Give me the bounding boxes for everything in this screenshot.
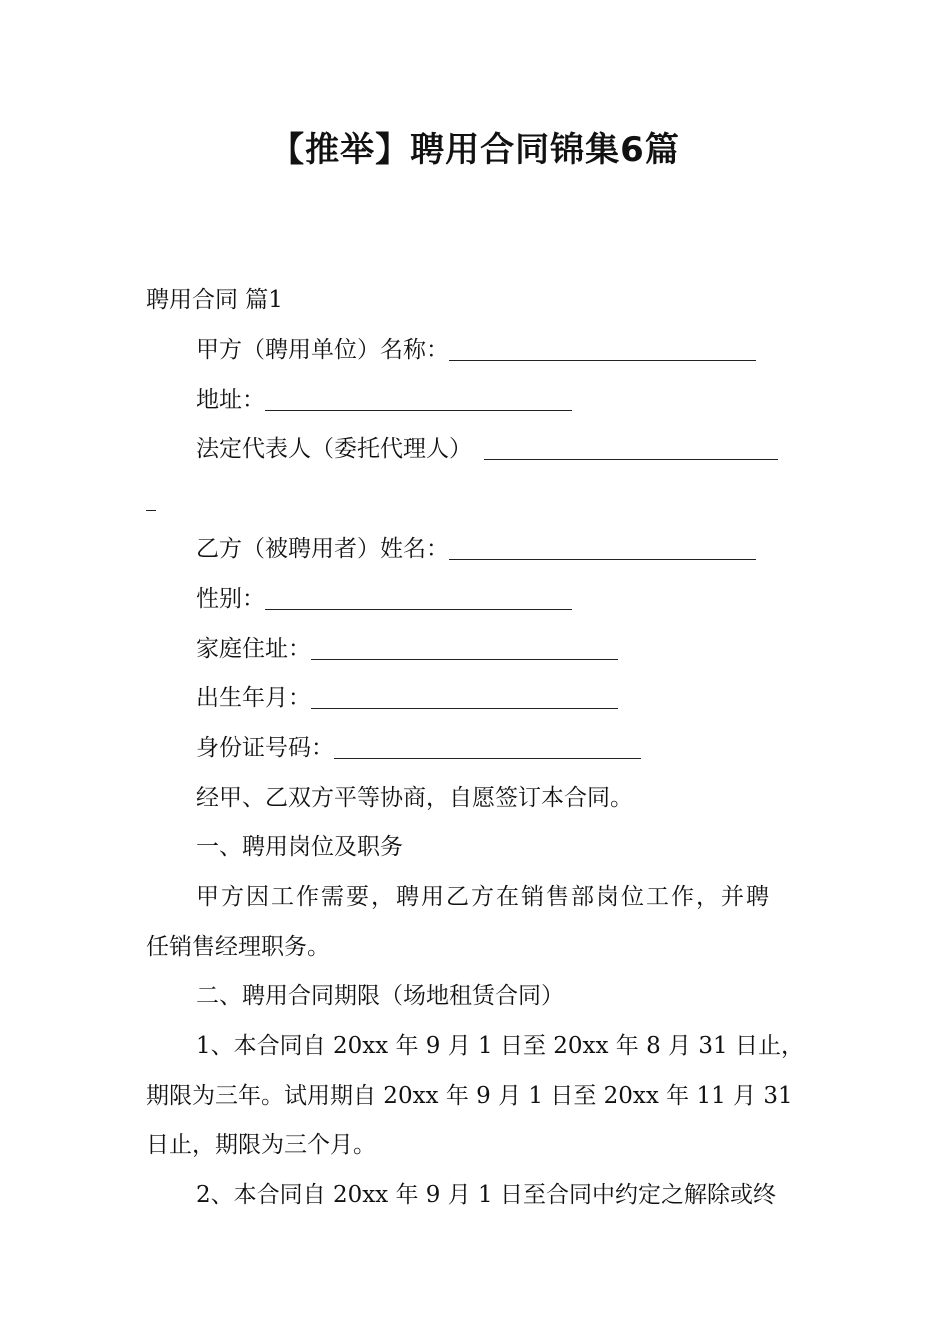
party-b-gender-blank (265, 587, 572, 610)
party-b-name-row (196, 534, 756, 564)
wrapped-blank-continuation (146, 510, 156, 511)
party-a-representative-label: 法定代表人（委托代理人） (196, 436, 472, 462)
party-b-home-address-blank (311, 637, 618, 660)
clause2-heading: 二、聘用合同期限（场地租赁合同） (196, 983, 564, 1009)
party-b-gender-label: 性别： (196, 586, 265, 612)
party-b-birth-blank (311, 686, 618, 709)
party-b-name-blank (449, 537, 756, 560)
party-a-address-blank (265, 388, 572, 411)
party-b-birth-row (196, 683, 618, 713)
party-b-name-label: 乙方（被聘用者）姓名： (196, 536, 449, 562)
party-b-id-blank (334, 736, 641, 759)
party-b-birth-label: 出生年月： (196, 685, 311, 711)
clause2-item1-line2: 期限为三年。试用期自 20xx 年 9 月 1 日至 20xx 年 11 月 31 (146, 1083, 793, 1109)
party-b-gender-row (196, 584, 572, 614)
party-a-representative-row (196, 434, 778, 464)
party-b-id-row (196, 733, 641, 763)
party-a-representative-blank (484, 437, 778, 460)
clause2-item2-line1: 2、本合同自 20xx 年 9 月 1 日至合同中约定之解除或终 (196, 1182, 776, 1208)
section-heading: 聘用合同 篇1 (146, 287, 283, 313)
clause2-item1-line3: 日止，期限为三个月。 (146, 1132, 376, 1158)
party-b-home-address-row (196, 634, 618, 664)
party-a-name-row (196, 335, 756, 365)
party-a-name-blank (449, 338, 756, 361)
party-b-id-label: 身份证号码： (196, 735, 334, 761)
party-b-home-address-label: 家庭住址： (196, 636, 311, 662)
clause2-item1-line1: 1、本合同自 20xx 年 9 月 1 日至 20xx 年 8 月 31 日止， (196, 1033, 804, 1059)
clause1-text-line1: 甲方因工作需要，聘用乙方在销售部岗位工作，并聘 (196, 884, 771, 910)
party-a-address-label: 地址： (196, 387, 265, 413)
clause1-heading: 一、聘用岗位及职务 (196, 834, 403, 860)
agreement-intro: 经甲、乙双方平等协商，自愿签订本合同。 (196, 785, 633, 811)
document-title: 【推举】聘用合同锦集6篇 (270, 130, 680, 170)
clause1-text-line2: 任销售经理职务。 (146, 934, 330, 960)
party-a-address-row (196, 385, 572, 415)
party-a-name-label: 甲方（聘用单位）名称： (196, 337, 449, 363)
